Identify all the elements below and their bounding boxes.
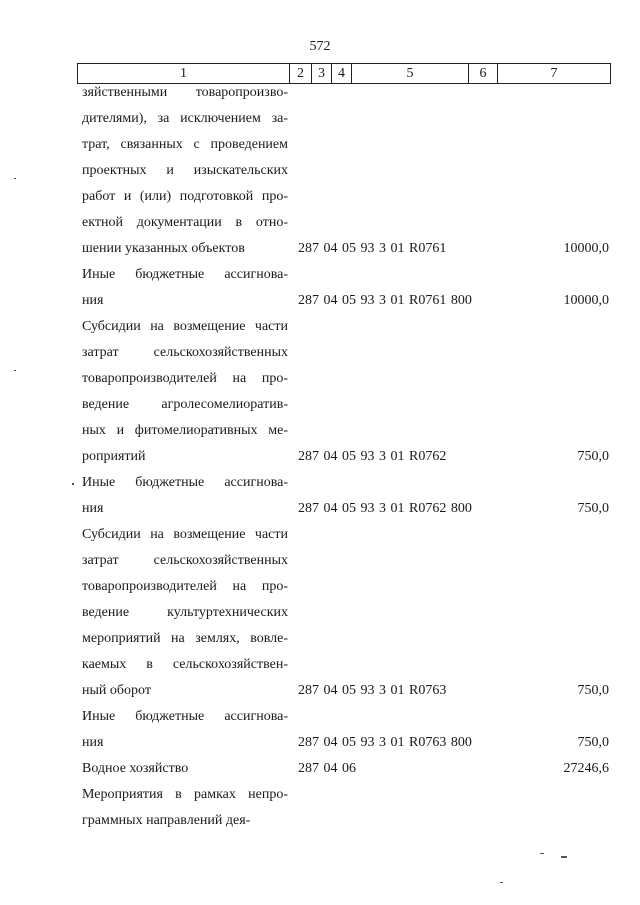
row-amount: 10000,0	[563, 293, 609, 308]
row-description-line: дителями), за исключением за-	[82, 111, 288, 126]
row-budget-code: 287 04 05 93 3 01 R0761 800	[298, 293, 472, 308]
scan-speck	[561, 856, 567, 858]
row-description-line: ведение культуртехнических	[82, 605, 288, 620]
row-description-line: ния	[82, 735, 104, 750]
row-amount: 750,0	[577, 683, 609, 698]
row-amount: 750,0	[577, 501, 609, 516]
column-header-2: 2	[290, 64, 312, 84]
row-description-line: зяйственными товаропроизво-	[82, 85, 288, 100]
row-description-line: ния	[82, 293, 104, 308]
scan-speck	[14, 178, 16, 179]
page-number: 572	[309, 39, 331, 54]
row-description-line: проектных и изыскательских	[82, 163, 288, 178]
row-description-line: ных и фитомелиоративных ме-	[82, 423, 288, 438]
row-budget-code: 287 04 05 93 3 01 R0762 800	[298, 501, 472, 516]
row-description-line: мероприятий на землях, вовле-	[82, 631, 288, 646]
column-header-4: 4	[332, 64, 352, 84]
row-budget-code: 287 04 05 93 3 01 R0762	[298, 449, 447, 464]
row-description-line: Субсидии на возмещение части	[82, 527, 288, 542]
row-description-line: ектной документации в отно-	[82, 215, 288, 230]
row-description-line: товаропроизводителей на про-	[82, 579, 288, 594]
column-header-1: 1	[78, 64, 290, 84]
column-header-6: 6	[469, 64, 498, 84]
column-header-3: 3	[312, 64, 332, 84]
row-description-line: работ и (или) подготовкой про-	[82, 189, 288, 204]
scan-speck	[540, 853, 544, 854]
row-description-line: роприятий	[82, 449, 146, 464]
row-budget-code: 287 04 05 93 3 01 R0761	[298, 241, 447, 256]
row-budget-code: 287 04 05 93 3 01 R0763	[298, 683, 447, 698]
row-description-line: шении указанных объектов	[82, 241, 245, 256]
row-description-line: каемых в сельскохозяйствен-	[82, 657, 288, 672]
row-description-line: граммных направлений дея-	[82, 813, 251, 828]
row-description-line: затрат сельскохозяйственных	[82, 345, 288, 360]
row-amount: 27246,6	[563, 761, 609, 776]
row-description-line: трат, связанных с проведением	[82, 137, 288, 152]
row-description-line: ведение агролесомелиоратив-	[82, 397, 288, 412]
row-description-line: ный оборот	[82, 683, 151, 698]
column-header-7: 7	[498, 64, 611, 84]
scan-speck	[14, 370, 16, 371]
row-budget-code: 287 04 06	[298, 761, 356, 776]
column-header-table	[77, 63, 611, 84]
row-description-line: Иные бюджетные ассигнова-	[82, 267, 288, 282]
row-description-line: затрат сельскохозяйственных	[82, 553, 288, 568]
row-description-line: товаропроизводителей на про-	[82, 371, 288, 386]
row-description-line: ния	[82, 501, 104, 516]
row-description-line: Водное хозяйство	[82, 761, 189, 776]
row-description-line: Субсидии на возмещение части	[82, 319, 288, 334]
scan-speck	[72, 483, 74, 485]
row-amount: 10000,0	[563, 241, 609, 256]
column-header-5: 5	[352, 64, 469, 84]
row-description-line: Иные бюджетные ассигнова-	[82, 475, 288, 490]
row-description-line: Иные бюджетные ассигнова-	[82, 709, 288, 724]
row-amount: 750,0	[577, 449, 609, 464]
row-amount: 750,0	[577, 735, 609, 750]
row-description-line: Мероприятия в рамках непро-	[82, 787, 288, 802]
scan-speck	[500, 882, 503, 883]
row-budget-code: 287 04 05 93 3 01 R0763 800	[298, 735, 472, 750]
